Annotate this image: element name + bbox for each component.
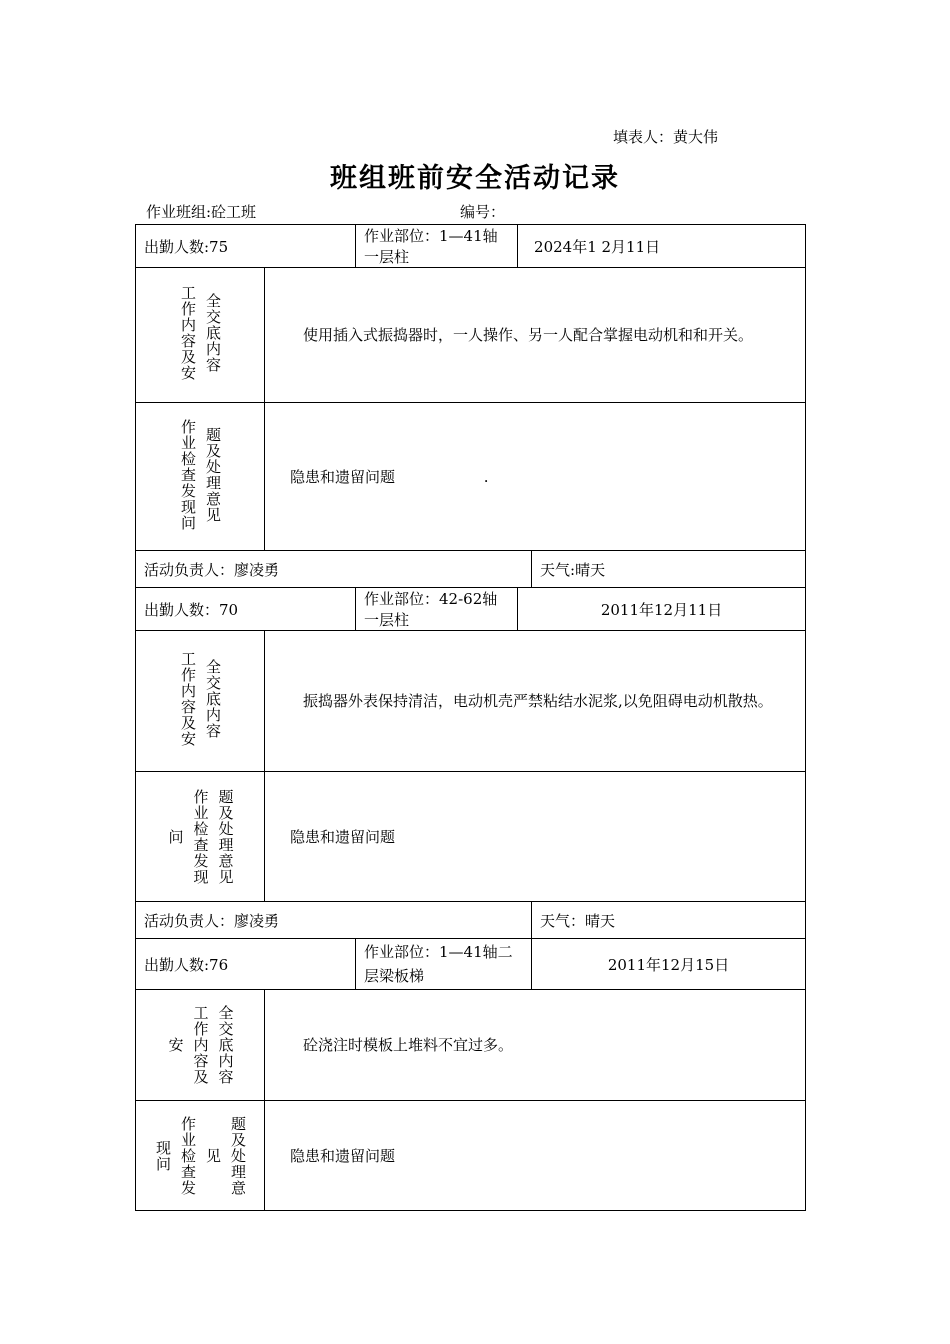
location-cell: 作业部位：1—41轴二层梁板梯 [356,939,532,990]
location-cell: 作业部位：1—41轴一层柱 [356,225,518,268]
weather-cell: 天气：晴天 [532,902,806,939]
work-content-label: 工作内容及安 全交底内容 [136,631,265,772]
leader-cell: 活动负责人：廖凌勇 [136,902,532,939]
check-content-text: 隐患和遗留问题 [265,1101,806,1211]
filler-name: 填表人：黄大伟 [613,128,719,146]
check-label: 作业检查发现问 题及处理意见 [136,403,265,551]
weather-cell: 天气:晴天 [532,551,806,588]
check-content-text: 隐患和遗留问题 [265,772,806,902]
check-label: 问 作业检查发现 题及处理意见 [136,772,265,902]
page-title: 班组班前安全活动记录 [330,163,620,194]
date-cell: 2011年12月11日 [518,588,806,631]
check-label: 现问 作业检查发 见 题及处理意 [136,1101,265,1211]
work-content-text: 砼浇注时模板上堆料不宜过多。 [265,990,806,1101]
leader-cell: 活动负责人：廖凌勇 [136,551,532,588]
attendance-cell: 出勤人数:76 [136,939,356,990]
work-content-label: 安 工作内容及 全交底内容 [136,990,265,1101]
location-cell: 作业部位：42-62轴一层柱 [356,588,518,631]
check-content-text: 隐患和遗留问题 . [265,403,806,551]
work-content-text: 振捣器外表保持清洁，电动机壳严禁粘结水泥浆,以免阻碍电动机散热。 [265,631,806,772]
attendance-cell: 出勤人数：70 [136,588,356,631]
work-content-label: 工作内容及安 全交底内容 [136,268,265,403]
date-cell: 2024年1 2月11日 [518,225,806,268]
serial-label: 编号： [460,203,506,221]
team-label: 作业班组:砼工班 [146,203,257,221]
date-cell: 2011年12月15日 [532,939,806,990]
work-content-text: 使用插入式振捣器时，一人操作、另一人配合掌握电动机和和开关。 [265,268,806,403]
attendance-cell: 出勤人数:75 [136,225,356,268]
record-table [135,224,806,1211]
